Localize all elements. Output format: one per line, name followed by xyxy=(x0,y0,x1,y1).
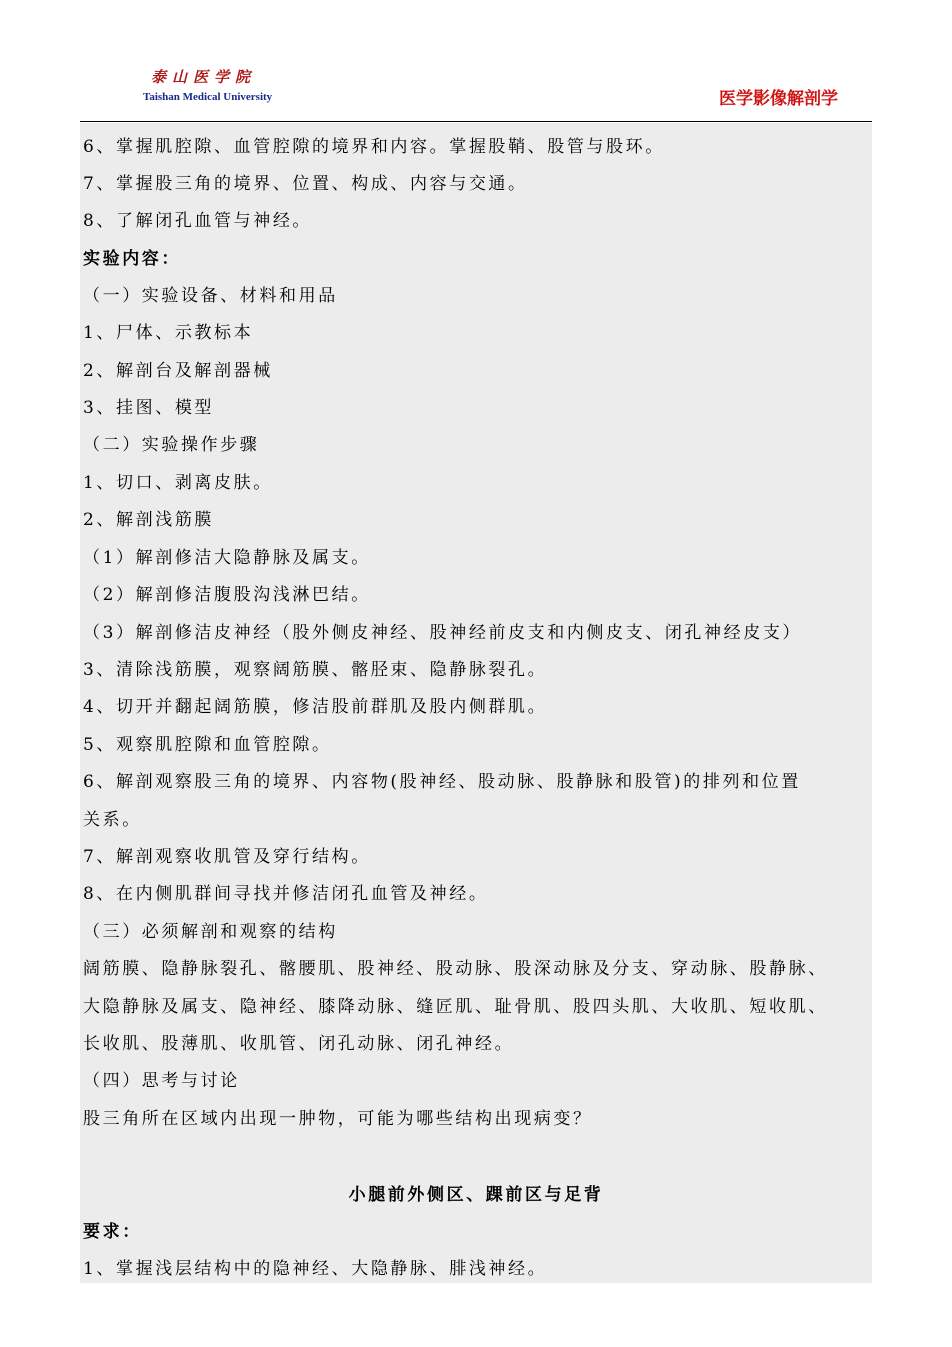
logo-english-name: Taishan Medical University xyxy=(143,91,273,103)
section-heading-experiment-content: 实验内容： xyxy=(83,249,181,269)
procedure-step-6-continued: 关系。 xyxy=(83,810,142,830)
subsection-heading-procedure: （二）实验操作步骤 xyxy=(83,435,260,455)
structures-line-1: 阔筋膜、隐静脉裂孔、髂腰肌、股神经、股动脉、股深动脉及分支、穿动脉、股静脉、 xyxy=(83,959,828,979)
procedure-step-6: 6、解剖观察股三角的境界、内容物(股神经、股动脉、股静脉和股管)的排列和位置 xyxy=(83,772,801,792)
requirement-1: 1、掌握浅层结构中的隐神经、大隐静脉、腓浅神经。 xyxy=(83,1259,548,1279)
procedure-step-7: 7、解剖观察收肌管及穿行结构。 xyxy=(83,847,371,867)
structures-line-3: 长收肌、股薄肌、收肌管、闭孔动脉、闭孔神经。 xyxy=(83,1034,515,1054)
procedure-step-8: 8、在内侧肌群间寻找并修洁闭孔血管及神经。 xyxy=(83,884,489,904)
objective-6: 6、掌握肌腔隙、血管腔隙的境界和内容。掌握股鞘、股管与股环。 xyxy=(83,137,665,157)
page-header xyxy=(80,60,872,122)
equipment-item-1: 1、尸体、示教标本 xyxy=(83,323,254,343)
objective-7: 7、掌握股三角的境界、位置、构成、内容与交通。 xyxy=(83,174,528,194)
university-logo xyxy=(143,66,272,103)
subsection-heading-discussion: （四）思考与讨论 xyxy=(83,1071,240,1091)
equipment-item-3: 3、挂图、模型 xyxy=(83,398,215,418)
procedure-step-1: 1、切口、剥离皮肤。 xyxy=(83,473,273,493)
procedure-substep-2: （2）解剖修洁腹股沟浅淋巴结。 xyxy=(83,585,371,605)
procedure-substep-1: （1）解剖修洁大隐静脉及属支。 xyxy=(83,548,371,568)
procedure-step-4: 4、切开并翻起阔筋膜，修洁股前群肌及股内侧群肌。 xyxy=(83,697,548,717)
structures-line-2: 大隐静脉及属支、隐神经、膝降动脉、缝匠肌、耻骨肌、股四头肌、大收肌、短收肌、 xyxy=(83,997,828,1017)
requirements-heading: 要求： xyxy=(83,1222,142,1242)
logo-chinese-name: 泰山医学院 xyxy=(151,68,257,86)
procedure-substep-3: （3）解剖修洁皮神经（股外侧皮神经、股神经前皮支和内侧皮支、闭孔神经皮支） xyxy=(83,623,803,643)
page-body xyxy=(80,123,872,1283)
header-divider xyxy=(80,121,872,122)
equipment-item-2: 2、解剖台及解剖器械 xyxy=(83,361,273,381)
document-title: 医学影像解剖学 xyxy=(719,89,838,109)
procedure-step-5: 5、观察肌腔隙和血管腔隙。 xyxy=(83,735,332,755)
procedure-step-2: 2、解剖浅筋膜 xyxy=(83,510,215,530)
subsection-heading-structures: （三）必须解剖和观察的结构 xyxy=(83,922,338,942)
subsection-heading-equipment: （一）实验设备、材料和用品 xyxy=(83,286,338,306)
discussion-question: 股三角所在区域内出现一肿物，可能为哪些结构出现病变？ xyxy=(83,1109,593,1129)
section-title-lower-leg: 小腿前外侧区、踝前区与足背 xyxy=(348,1185,604,1205)
objective-8: 8、了解闭孔血管与神经。 xyxy=(83,211,313,231)
procedure-step-3: 3、清除浅筋膜，观察阔筋膜、髂胫束、隐静脉裂孔。 xyxy=(83,660,548,680)
